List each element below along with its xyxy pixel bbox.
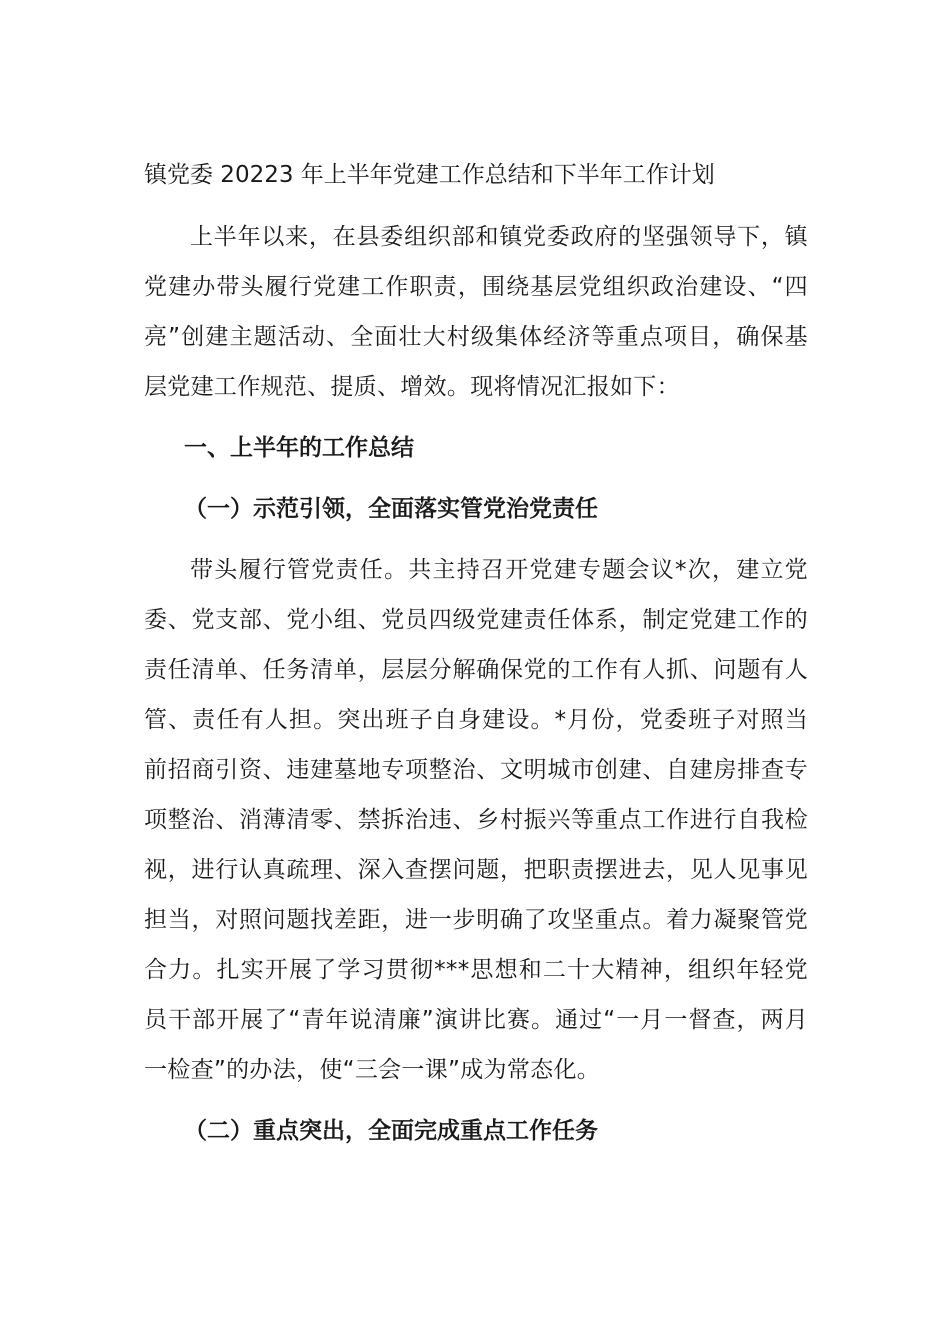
document-title: 镇党委 20223 年上半年党建工作总结和下半年工作计划 <box>144 162 715 188</box>
subsection-heading-2: （二）重点突出，全面完成重点工作任务 <box>184 1118 598 1144</box>
section-heading-summary: 一、上半年的工作总结 <box>184 435 414 461</box>
subsection-heading-1: （一）示范引领，全面落实管党治党责任 <box>184 496 598 522</box>
document-body <box>144 150 808 1167</box>
intro-paragraph: 上半年以来，在县委组织部和镇党委政府的坚强领导下，镇党建办带头履行党建工作职责，围绕基层党组织政治建设、“四亮”创建主题活动、全面壮大村级集体经济等重点项目，确保基层党建工作规范、提质、增效。现将情况汇报如下： <box>144 224 808 400</box>
subsection-1-paragraph: 带头履行管党责任。共主持召开党建专题会议*次，建立党委、党支部、党小组、党员四级党建责任体系，制定党建工作的责任清单、任务清单，层层分解确保党的工作有人抓、问题有人管、责任有人担。突出班子自身建设。*月份，党委班子对照当前招商引资、违建墓地专项整治、文明城市创建、自建房排查专项整治、消薄清零、禁拆治违、乡村振兴等重点工作进行自我检视，进行认真疏理、深入查摆问题，把职责摆进去，见人见事见担当，对照问题找差距，进一步明确了攻坚重点。着力凝聚管党合力。扎实开展了学习贯彻***思想和二十大精神，组织年轻党员干部开展了“青年说清廉”演讲比赛。通过“一月一督查，两月一检查”的办法，使“三会一课”成为常态化。 <box>144 557 808 1083</box>
